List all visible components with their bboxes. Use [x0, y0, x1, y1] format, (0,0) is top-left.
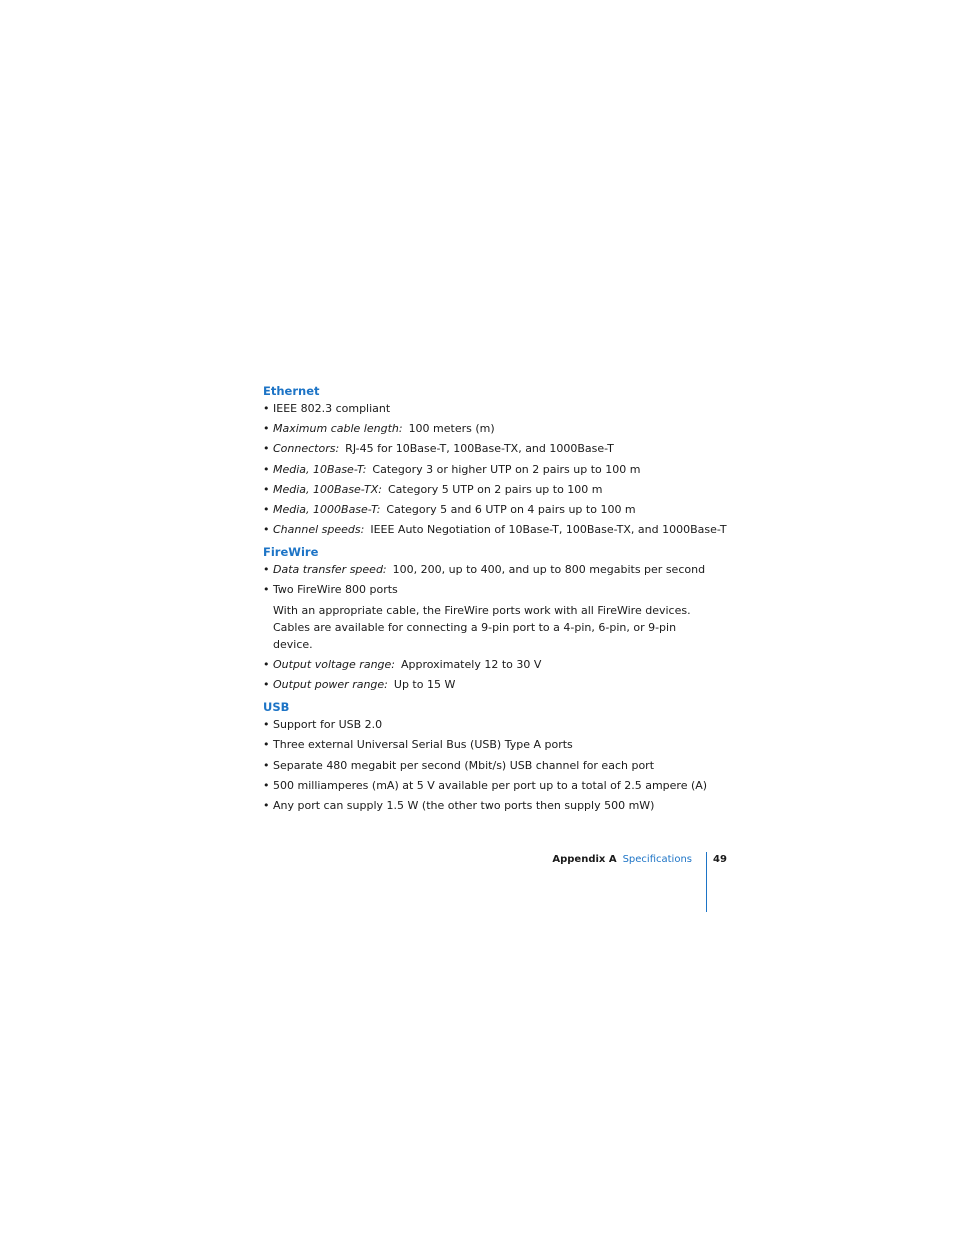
spec-text: Two FireWire 800 ports [273, 583, 398, 597]
spec-text: Any port can supply 1.5 W (the other two ports then supply 500 mW) [273, 798, 655, 812]
section-ethernet [263, 383, 727, 538]
section-heading-firewire: FireWire [263, 545, 319, 560]
list-item [263, 561, 713, 578]
spec-term: Media, 10Base-T: [273, 462, 367, 476]
list-item [263, 400, 713, 417]
footer-divider [706, 852, 707, 912]
spec-text: 500 milliamperes (mA) at 5 V available per port up to a total of 2.5 ampere (A) [273, 778, 708, 792]
list-item [263, 676, 713, 693]
list-item [263, 581, 713, 598]
spec-term: Channel speeds: [273, 523, 365, 537]
spec-text: IEEE 802.3 compliant [273, 402, 391, 415]
spec-text: Separate 480 megabit per second (Mbit/s) USB channel for each port [273, 758, 655, 772]
document-body [263, 383, 727, 820]
list-item [263, 481, 713, 498]
section-firewire [263, 544, 713, 693]
spec-term: Media, 100Base-TX: [273, 482, 382, 496]
spec-text: Category 5 UTP on 2 pairs up to 100 m [387, 482, 603, 496]
spec-term: Data transfer speed: [273, 563, 387, 577]
list-item [263, 501, 713, 518]
list-item [263, 736, 713, 753]
firewire-spec-list-continued [263, 656, 713, 693]
list-item [263, 716, 713, 733]
page-number: 49 [713, 854, 727, 865]
section-heading-usb: USB [263, 700, 290, 715]
list-item [263, 797, 713, 814]
spec-term: Output power range: [273, 678, 388, 692]
spec-text: Support for USB 2.0 [273, 718, 383, 732]
list-item [263, 777, 713, 794]
section-usb [263, 699, 713, 814]
spec-term: Maximum cable length: [273, 422, 403, 436]
spec-text: Up to 15 W [393, 678, 456, 692]
spec-term: Media, 1000Base-T: [273, 502, 381, 516]
spec-text: Category 3 or higher UTP on 2 pairs up to 100 m [372, 462, 641, 476]
spec-text: IEEE Auto Negotiation of 10Base-T, 100Base-TX, and 1000Base-T [370, 523, 727, 537]
spec-term: Output voltage range: [273, 658, 395, 671]
spec-text: RJ-45 for 10Base-T, 100Base-TX, and 1000Base-T [345, 442, 614, 456]
spec-term: Connectors: [273, 442, 340, 456]
spec-text: 100, 200, up to 400, and up to 800 megabits per second [392, 563, 706, 577]
footer-section-name: Specifications [622, 854, 692, 865]
spec-text: 100 meters (m) [408, 422, 495, 436]
list-item [263, 461, 713, 478]
spec-text: Three external Universal Serial Bus (USB) Type A ports [273, 738, 573, 752]
list-item [263, 420, 713, 437]
spec-text: Approximately 12 to 30 V [401, 658, 542, 671]
page-footer [520, 852, 726, 912]
usb-spec-list [263, 716, 713, 814]
list-item [263, 521, 727, 538]
firewire-spec-list [263, 561, 713, 598]
list-item [263, 757, 713, 774]
ethernet-spec-list [263, 400, 727, 538]
section-heading-ethernet: Ethernet [263, 384, 320, 398]
footer-appendix-label: Appendix A [552, 854, 617, 865]
footer-running-head [552, 852, 692, 868]
list-item [263, 440, 713, 457]
spec-text: Category 5 and 6 UTP on 4 pairs up to 100 m [386, 502, 636, 516]
list-item [263, 656, 713, 673]
firewire-note: With an appropriate cable, the FireWire ports work with all FireWire devices. Cables are available for connecting a 9-pin port to a 4-pin, 6-pin, or 9-pin device. [273, 603, 691, 651]
